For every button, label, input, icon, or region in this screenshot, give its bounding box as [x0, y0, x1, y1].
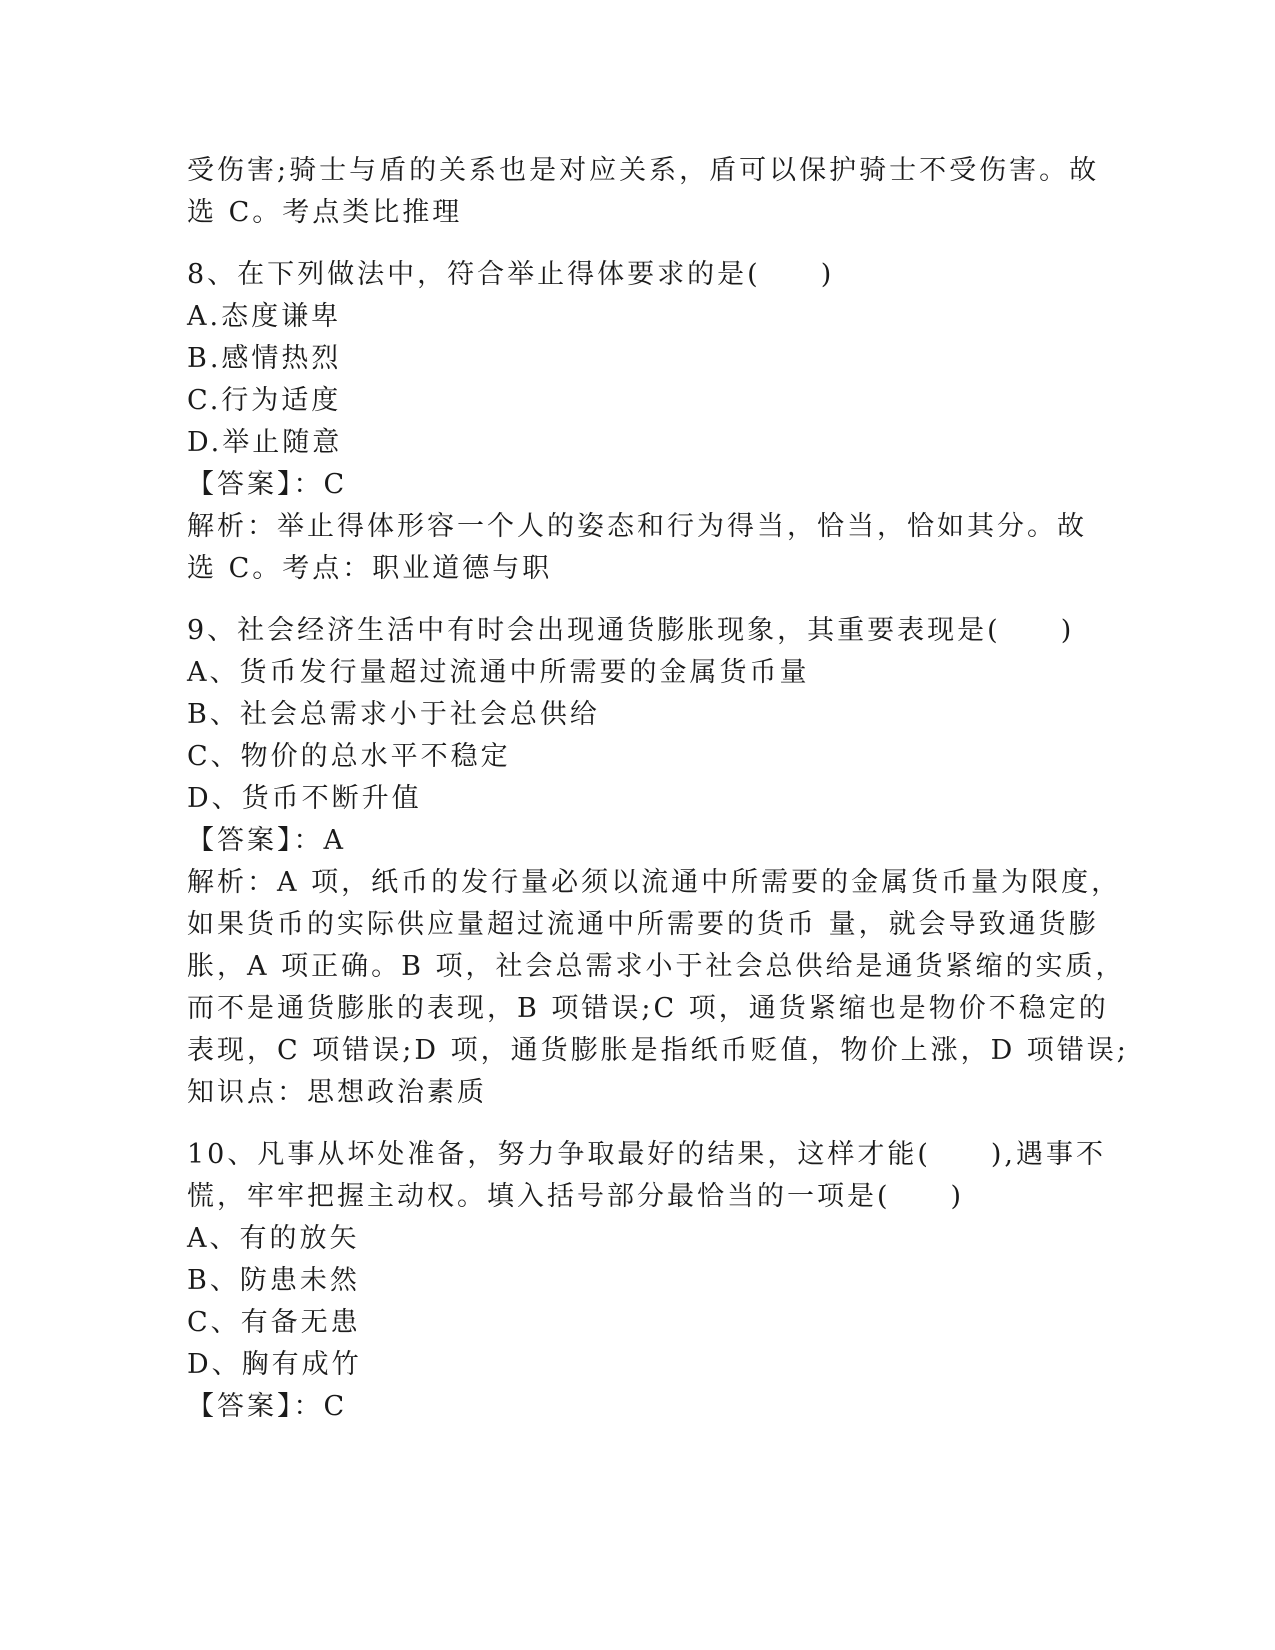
answer-line: 【答案】：C — [187, 469, 348, 500]
question-10 — [187, 1134, 1107, 1428]
question-stem: 10、凡事从坏处准备，努力争取最好的结果，这样才能( ),遇事不 — [187, 1139, 1107, 1170]
analysis-line: 选 C。考点：职业道德与职 — [187, 553, 553, 584]
spacer — [187, 234, 1087, 254]
spacer — [187, 590, 1087, 610]
option-c: C.行为适度 — [187, 385, 342, 416]
analysis-line: 表现，C 项错误;D 项，通货膨胀是指纸币贬值，物价上涨，D 项错误; — [187, 1035, 1129, 1066]
question-8 — [187, 254, 1087, 590]
analysis-line: 解析：举止得体形容一个人的姿态和行为得当，恰当，恰如其分。故 — [187, 511, 1087, 542]
question-stem: 9、社会经济生活中有时会出现通货膨胀现象，其重要表现是( ) — [187, 615, 1075, 646]
option-c: C、物价的总水平不稳定 — [187, 741, 511, 772]
option-a: A、有的放矢 — [187, 1223, 360, 1254]
question-stem: 8、在下列做法中，符合举止得体要求的是( ) — [187, 259, 835, 290]
question-9 — [187, 610, 1129, 1114]
analysis-line: 解析：A 项，纸币的发行量必须以流通中所需要的金属货币量为限度， — [187, 867, 1122, 898]
answer-line: 【答案】：C — [187, 1391, 348, 1422]
option-b: B、防患未然 — [187, 1265, 360, 1296]
document-page — [187, 150, 1129, 1428]
analysis-line: 胀，A 项正确。B 项，社会总需求小于社会总供给是通货紧缩的实质， — [187, 951, 1126, 982]
option-b: B、社会总需求小于社会总供给 — [187, 699, 600, 730]
text-line: 受伤害;骑士与盾的关系也是对应关系，盾可以保护骑士不受伤害。故 — [187, 155, 1100, 186]
option-a: A.态度谦卑 — [187, 301, 342, 332]
analysis-line: 而不是通货膨胀的表现，B 项错误;C 项，通货紧缩也是物价不稳定的 — [187, 993, 1109, 1024]
option-c: C、有备无患 — [187, 1307, 361, 1338]
option-d: D.举止随意 — [187, 427, 343, 458]
answer-line: 【答案】：A — [187, 825, 346, 856]
text-line: 选 C。考点类比推理 — [187, 197, 463, 228]
question-stem: 慌，牢牢把握主动权。填入括号部分最恰当的一项是( ) — [187, 1181, 965, 1212]
option-a: A、货币发行量超过流通中所需要的金属货币量 — [187, 657, 810, 688]
analysis-line: 知识点：思想政治素质 — [187, 1077, 487, 1108]
option-d: D、胸有成竹 — [187, 1349, 362, 1380]
option-b: B.感情热烈 — [187, 343, 342, 374]
option-d: D、货币不断升值 — [187, 783, 422, 814]
continuation-block — [187, 150, 1100, 234]
analysis-line: 如果货币的实际供应量超过流通中所需要的货币 量，就会导致通货膨 — [187, 909, 1099, 940]
spacer — [187, 1114, 1087, 1134]
